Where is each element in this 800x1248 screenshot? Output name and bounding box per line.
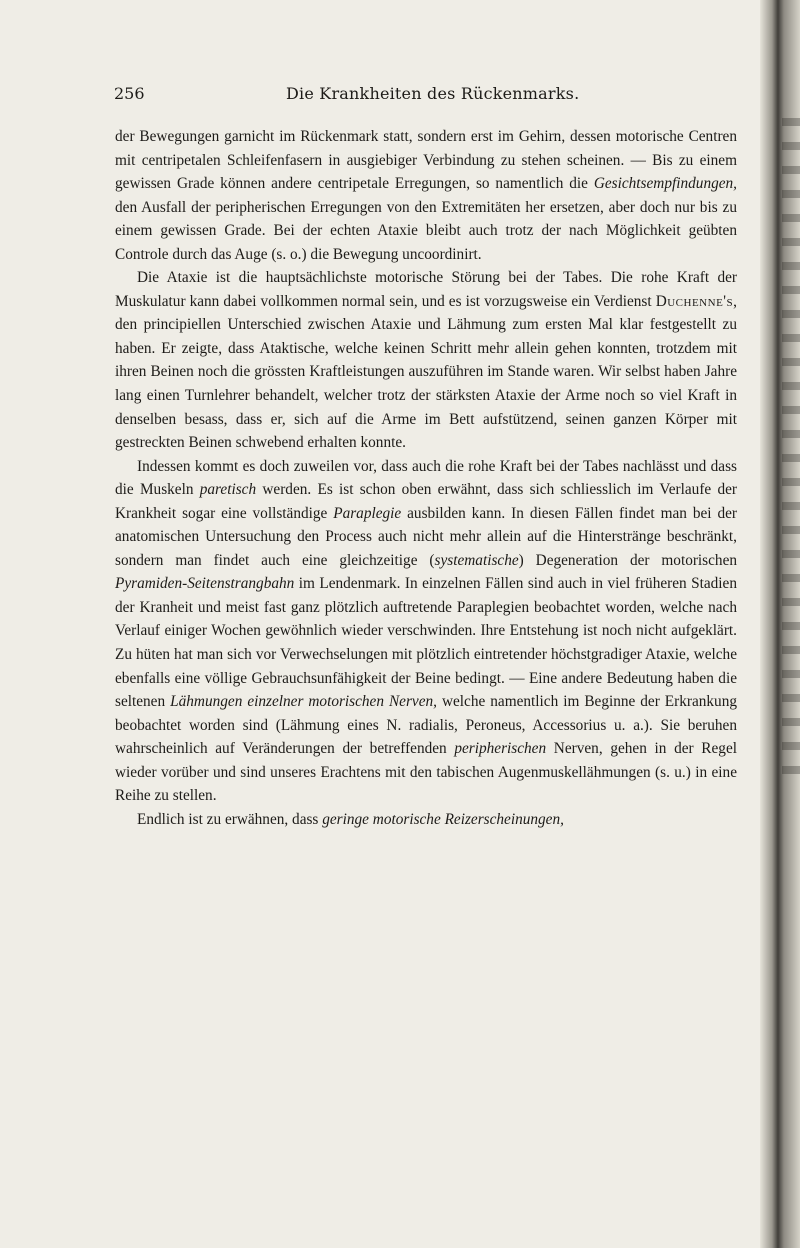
text-run: Die Ataxie ist die hauptsächlichste motorische Störung bei der Tabes. Die rohe Kraft der Muskulatur kann dabei vollkommen normal sein, und es ist vorzugsweise ein Verdienst	[115, 269, 737, 310]
text-run: der Bewegungen garnicht im Rückenmark statt, sondern erst im Gehirn, dessen motorische Centren mit centripetalen Schleifenfasern in ausgiebiger Verbindung zu stehen scheinen. — Bis zu einem gewissen Grade können andere centripetale Erregungen, so namentlich die	[115, 128, 737, 193]
emphasis: Gesichtsempfindungen,	[593, 175, 737, 193]
text-run: ausbilden kann. In diesen Fällen findet man bei der anatomischen Untersuchung den Process auch nicht mehr allein auf die Hinterstränge beschränkt, sondern man findet auch eine gleichzeitige (	[115, 504, 737, 569]
emphasis: peripherischen	[454, 740, 547, 758]
book-binding-gutter	[760, 0, 800, 1248]
emphasis: systematische	[434, 551, 519, 569]
text-run: , den principiellen Unterschied zwischen Ataxie und Lähmung zum ersten Mal klar festgestellt zu haben. Er zeigte, dass Ataktische, welche keinen Schritt mehr allein gehen konnten, trotzdem mit ihren Beinen noch die grössten Kraftleistungen auszuführen im Stande waren. Wir selbst haben Jahre lang einen Turnlehrer behandelt, welcher trotz der stärksten Ataxie der Arme noch so viel Kraft in denselben besass, dass er, sich auf die Arme im Bett aufstützend, seinen ganzen Körper mit gestreckten Beinen schwebend erhalten konnte.	[115, 292, 737, 452]
text-run: Endlich ist zu erwähnen, dass	[137, 810, 323, 828]
body-text	[115, 125, 737, 831]
text-run: Indessen kommt es doch zuweilen vor, dass auch die rohe Kraft bei der Tabes nachlässt und dass die Muskeln	[115, 457, 737, 499]
emphasis: geringe motorische Reizerscheinungen,	[322, 810, 564, 828]
text-run: den Ausfall der peripherischen Erregungen von den Extremitäten her ersetzen, aber doch nur bis zu einem gewissen Grade. Bei der echten Ataxie bleibt auch trotz der nach Möglichkeit geübten Controle durch das Auge (s. o.) die Bewegung uncoordinirt.	[115, 198, 737, 263]
emphasis: Paraplegie	[333, 504, 402, 522]
text-run: werden. Es ist schon oben erwähnt, dass sich schliesslich im Verlaufe der Krankheit sogar eine vollständige	[115, 481, 737, 522]
emphasis: Pyramiden-Seitenstrangbahn	[115, 575, 295, 593]
emphasis: Lähmungen einzelner motorischen Nerven,	[170, 693, 437, 711]
text-run: Nerven, gehen in der Regel wieder vorüber und sind unseres Erachtens mit den tabischen Augenmuskellähmungen (s. u.) in eine Reihe zu stellen.	[115, 740, 737, 805]
text-run: im Lendenmark. In einzelnen Fällen sind auch in viel früheren Stadien der Kranheit und meist fast ganz plötzlich auftretende Paraplegien beobachtet worden, welche nach Verlauf einiger Wochen gewöhnlich wieder verschwinden. Ihre Entstehung ist noch nicht aufgeklärt. Zu hüten hat man sich vor Verwechselungen mit plötzlich eintretender höchstgradiger Ataxie, welche ebenfalls eine völlige Gebrauchsunfähigkeit der Beine bedingt. — Eine andere Bedeutung haben die seltenen	[115, 575, 737, 711]
paragraph-1	[115, 125, 737, 266]
text-run: ) Degeneration der motorischen	[518, 551, 738, 569]
page-number: 256	[114, 84, 145, 103]
paragraph-3	[115, 455, 737, 808]
adjacent-page-fragments	[782, 118, 800, 778]
paragraph-4	[115, 808, 737, 832]
text-run: welche namentlich im Beginne der Erkrankung beobachtet worden sind (Lähmung eines N. radialis, Peroneus, Accessorius u. a.). Sie beruhen wahrscheinlich auf Veränderungen der betreffenden	[115, 693, 738, 758]
emphasis: paretisch	[199, 481, 257, 499]
running-header	[112, 84, 752, 108]
paragraph-2	[115, 266, 737, 454]
author-name: Duchenne's	[655, 292, 734, 310]
running-title: Die Krankheiten des Rückenmarks.	[286, 84, 580, 103]
